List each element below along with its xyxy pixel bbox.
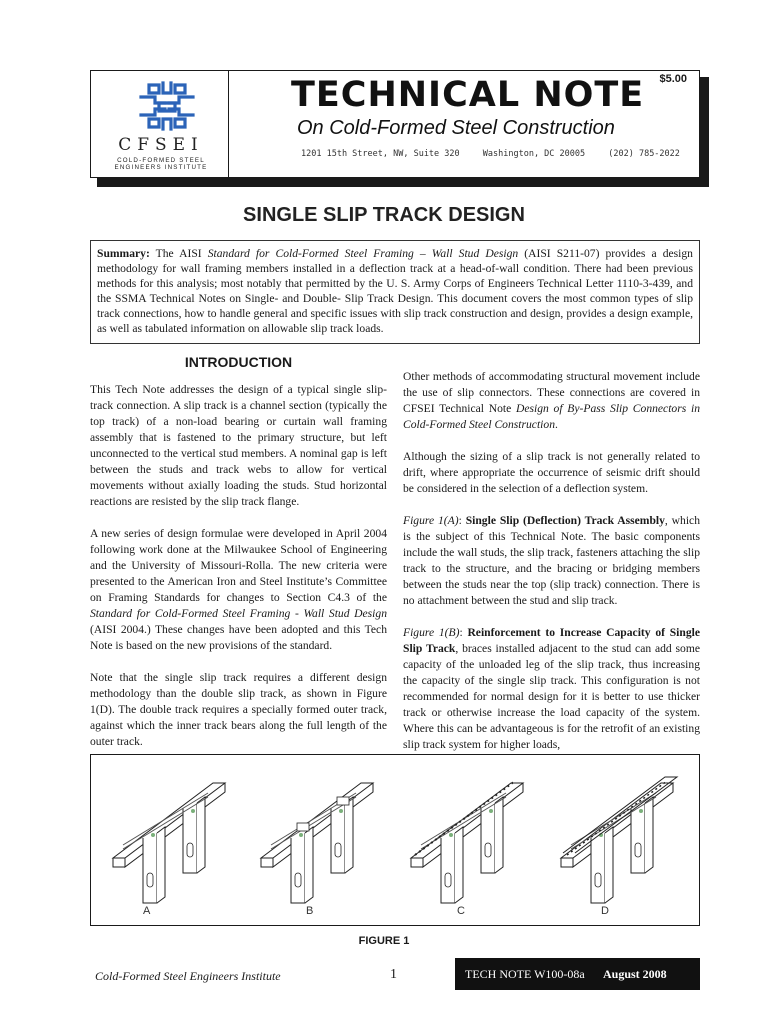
right-p1-text-a: Other methods of accommodating structural movement include the use of slip connectors. These connections are covered in CFSEI Technical Note bbox=[403, 370, 700, 415]
summary-standard-title: Standard for Cold-Formed Steel Framing – Wall Stud Design bbox=[207, 247, 519, 260]
figure-1a-ref: Figure 1(A) bbox=[403, 514, 459, 527]
right-paragraph-4: Figure 1(B): Reinforcement to Increase Capacity of Single Slip Track, braces installed adjacent to the stud can add some capacity of the unloaded leg of the slip track, thus increasing the capacity of the single slip track. This configuration is not recommended for normal design for it is better to use thicker track or otherwise increase the load capacity of the system. Where this can be advantageous is for the retrofit of an existing slip track system for higher loads, bbox=[403, 626, 701, 751]
intro-p2-standard: Standard for Cold-Formed Steel Framing - Wall Stud Design bbox=[90, 607, 387, 620]
footer-date: August 2008 bbox=[603, 967, 667, 981]
footer-bar bbox=[455, 958, 700, 990]
document-title: SINGLE SLIP TRACK DESIGN bbox=[243, 204, 525, 226]
summary-text-1: The AISI bbox=[149, 247, 208, 260]
right-paragraph-2: Although the sizing of a slip track is not generally related to drift, where appropriate the occurrence of seismic drift should be considered in the selection of a deflection system. bbox=[403, 450, 700, 495]
right-p1-tech-note-title: Design of By-Pass Slip Connectors in Cold-Formed Steel Construction bbox=[403, 402, 700, 431]
figure-1a-title: Single Slip (Deflection) Track Assembly bbox=[465, 514, 665, 527]
cfsei-logo-icon bbox=[137, 79, 197, 133]
right-p1-text-b: . bbox=[555, 418, 558, 431]
summary-text-2: (AISI S211-07) provides a design methodology for wall framing members installed in a deflection track at a head-of-wall condition. There had been previous methods for this analysis; most notably that permitted by the U. S. Army Corps of Engineers Technical Letter 1110-3-439, and the SSMA Technical Notes on Single- and Double- Slip Track Design. This document covers the most common types of slip track connections, how to handle general and specific issues with slip track construction and design, provides a design example, as well as tabulated information on allowable slip track loads. bbox=[97, 247, 693, 335]
figure-1 bbox=[90, 754, 700, 926]
right-paragraph-1 bbox=[403, 369, 700, 433]
right-paragraph-3: Figure 1(A): Single Slip (Deflection) Track Assembly, which is the subject of this Technical Note. The basic components include the wall studs, the slip track, fasteners attaching the slip track to the structure, and the bracing or bridging members between the studs near the top (slip track) connection. There is no attachment between the stud and slip track. bbox=[403, 514, 700, 607]
city-address: Washington, DC 20005 bbox=[482, 149, 586, 159]
right-p3-text: , which is the subject of this Technical Note. The basic components include the wall studs, the slip track, fasteners attaching the slip track to the structure, and the bracing or bridging members between the studs near the top (slip track) connection. There is no attachment between the stud and slip track. bbox=[403, 514, 700, 607]
intro-paragraph-2 bbox=[90, 526, 387, 654]
technical-note-subtitle: On Cold-Formed Steel Construction bbox=[297, 117, 615, 139]
figure-label-a: A bbox=[143, 905, 151, 917]
introduction-heading: INTRODUCTION bbox=[184, 354, 293, 370]
figure-caption: FIGURE 1 bbox=[358, 935, 410, 947]
intro-p2-text-b: (AISI 2004.) These changes have been adopted and this Tech Note is based on the new provisions of the standard. bbox=[90, 623, 387, 652]
figure-label-c: C bbox=[457, 905, 465, 917]
right-p4-text: , braces installed adjacent to the stud can add some capacity of the unloaded leg of the slip track, thus increasing the capacity of the single slip track. This configuration is not recommended for normal design for it is better to use thicker track or otherwise increase the load capacity of the system. Where this can be advantageous is for the retrofit of an existing slip track system for higher loads, bbox=[403, 642, 701, 751]
technical-note-title: TECHNICAL NOTE bbox=[291, 75, 645, 115]
figure-label-d: D bbox=[601, 905, 609, 917]
logo-subtitle-line1: COLD-FORMED STEEL bbox=[117, 157, 205, 164]
left-column bbox=[90, 382, 387, 766]
summary-box bbox=[90, 240, 700, 344]
summary-label: Summary: bbox=[97, 247, 150, 260]
figure-1b-ref: Figure 1(B) bbox=[403, 626, 460, 639]
figure-label-b: B bbox=[306, 905, 314, 917]
page-number: 1 bbox=[390, 967, 397, 982]
right-column bbox=[403, 369, 700, 769]
logo-block bbox=[91, 71, 229, 177]
header-box bbox=[90, 70, 700, 178]
footer-tech-note-number: TECH NOTE W100-08a bbox=[465, 967, 585, 981]
logo-text: CFSEI bbox=[118, 135, 204, 155]
intro-paragraph-1: This Tech Note addresses the design of a typical single slip-track connection. A slip track is a channel section (typically the top track) of a non-load bearing or curtain wall framing assembly that is fastened to the primary structure, but left unconnected to the vertical stud members. A nominal gap is left between the studs and track webs to allow for vertical movements without axially loading the studs. Stud horizontal reactions are resisted by the slip track flange. bbox=[90, 383, 387, 508]
figure-1b-title: Reinforcement to Increase Capacity of Single Slip Track bbox=[403, 626, 701, 655]
contact-address bbox=[301, 149, 698, 159]
phone-number: (202) 785-2022 bbox=[608, 149, 680, 159]
intro-paragraph-3: Note that the single slip track requires a different design methodology than the double slip track, as shown in Figure 1(D). The double track requires a specially formed outer track, against which the inner track bears along the full length of the outer track. bbox=[90, 671, 387, 748]
slip-track-illustrations bbox=[91, 755, 699, 925]
logo-subtitle bbox=[103, 157, 219, 171]
street-address: 1201 15th Street, NW, Suite 320 bbox=[301, 149, 460, 159]
footer-institute: Cold-Formed Steel Engineers Institute bbox=[95, 969, 281, 983]
intro-p2-text-a: A new series of design formulae were developed in April 2004 following work done at the Milwaukee School of Engineering and the University of Missouri-Rolla. The new criteria were presented to the American Iron and Steel Institute’s Committee on Framing Standards for changes to Section C4.3 of the bbox=[90, 527, 387, 604]
price: $5.00 bbox=[659, 73, 687, 85]
logo-subtitle-line2: ENGINEERS INSTITUTE bbox=[114, 164, 208, 171]
